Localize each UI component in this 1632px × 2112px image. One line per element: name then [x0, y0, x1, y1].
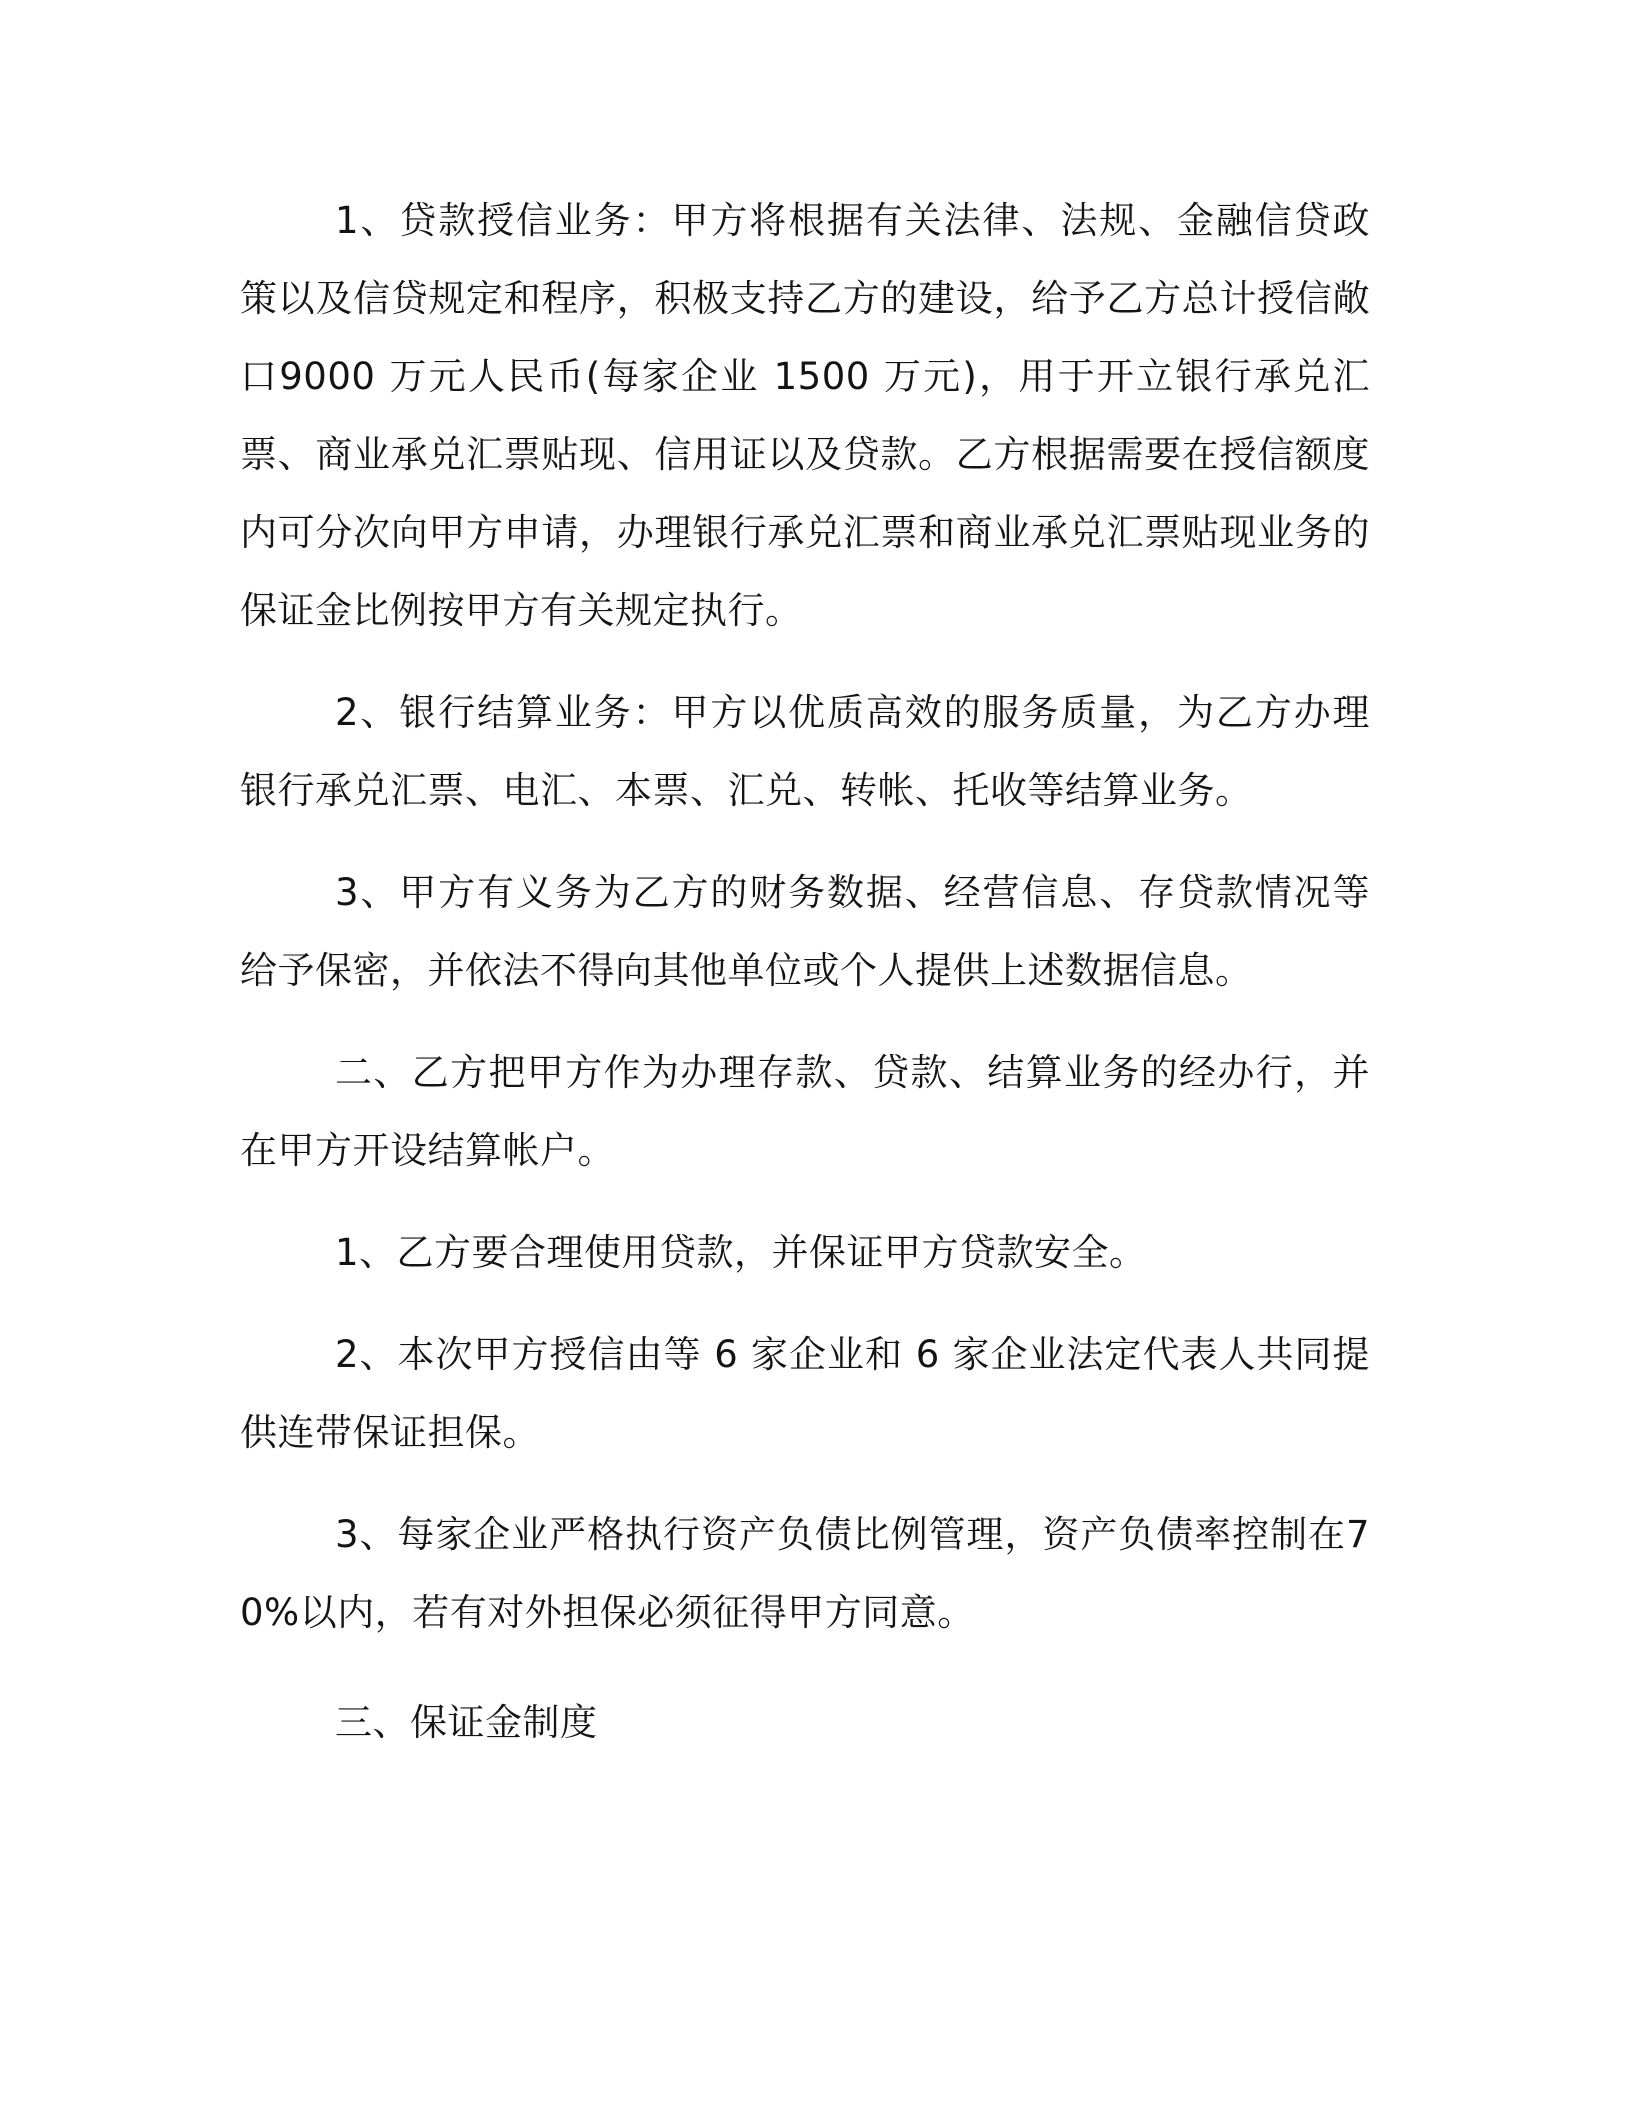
paragraph-guarantee: 2、本次甲方授信由等 6 家企业和 6 家企业法定代表人共同提供连带保证担保。: [240, 1333, 1370, 1454]
paragraph-loan-credit: 1、贷款授信业务：甲方将根据有关法律、法规、金融信贷政策以及信贷规定和程序，积极支持乙方的建设，给予乙方总计授信敞口9000 万元人民币(每家企业 1500 万元)，用于开立银行承兑汇票、商业承兑汇票贴现、信用证以及贷款。乙方根据需要在授信额度内可分次向甲方申请，办理银行承兑汇票和商业承兑汇票贴现业务的保证金比例按甲方有关规定执行。: [240, 199, 1370, 632]
section-heading-two: 二、乙方把甲方作为办理存款、贷款、结算业务的经办行，并在甲方开设结算帐户。: [240, 1051, 1370, 1172]
paragraph-loan-usage: 1、乙方要合理使用贷款，并保证甲方贷款安全。: [335, 1231, 1147, 1274]
section-heading-three: 三、保证金制度: [335, 1701, 598, 1744]
paragraph-debt-ratio: 3、每家企业严格执行资产负债比例管理，资产负债率控制在70%以内，若有对外担保必须征得甲方同意。: [240, 1513, 1370, 1634]
document-body: [240, 182, 1370, 1762]
paragraph-settlement: 2、银行结算业务：甲方以优质高效的服务质量，为乙方办理银行承兑汇票、电汇、本票、汇兑、转帐、托收等结算业务。: [240, 691, 1370, 812]
paragraph-confidentiality: 3、甲方有义务为乙方的财务数据、经营信息、存贷款情况等给予保密，并依法不得向其他单位或个人提供上述数据信息。: [240, 871, 1370, 992]
